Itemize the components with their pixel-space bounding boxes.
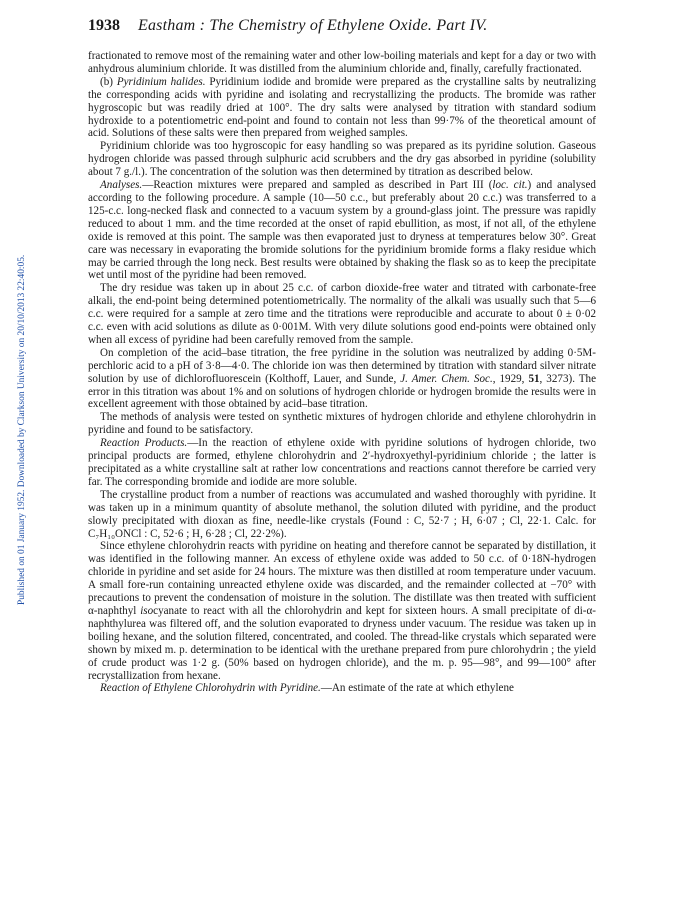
text-run: Pyridinium iodide and bromide were prepared as the crystalline salts by neutralizing the corresponding acids with pyridine and isolating and recrystallizing the products. The bromide was rather hygroscopic but was readily dried at 100°. The dry salts were analysed by titration with standard sodium hydroxide to a potentiometric end-point and found to contain not less than 99·7% of the theoretical amount of acid. Solutions of these salts were then prepared from weighed samples. <box>88 75 596 140</box>
running-title: Eastham : The Chemistry of Ethylene Oxide. Part IV. <box>138 17 488 34</box>
article-body <box>88 50 596 695</box>
body-paragraph <box>88 347 596 412</box>
text-run: The crystalline product from a number of reactions was accumulated and washed thoroughly with pyridine. It was taken up in a minimum quantity of absolute methanol, the solution diluted with pyridine, and the product slowly precipitated with dioxan as fine, needle-like crystals (Found : C, 52·7 ; H, 6·07 ; Cl, 22·1. Calc. for C₇H₁₀ONCl : C, 52·6 ; H, 6·28 ; Cl, 22·2%). <box>88 488 596 540</box>
text-run: Reaction Products. <box>100 437 188 450</box>
page-number: 1938 <box>88 17 120 34</box>
publication-side-note: Published on 01 January 1952. Downloaded by Clarkson University on 20/10/2013 22:40:05. <box>17 254 27 605</box>
text-run: Reaction of Ethylene Chlorohydrin with Pyridine. <box>100 682 321 695</box>
text-run: On completion of the acid–base titration, the free pyridine in the solution was neutralized by adding 0·5M-perchloric acid to a pH of 3·8—4·0. The chloride ion was then determined by titration with standard silver nitrate solution by use of dichlorofluorescein (Kolthoff, Lauer, and Sunde, <box>88 346 596 385</box>
body-paragraph <box>88 140 596 179</box>
text-run: loc. cit. <box>492 179 528 192</box>
page-header <box>88 17 608 39</box>
body-paragraph <box>88 489 596 541</box>
text-run: , 1929, <box>492 372 529 385</box>
text-run: fractionated to remove most of the remaining water and other low-boiling materials and kept for a day or two with anhydrous aluminium chloride. It was distilled from the aluminium chloride and, finally, carefully fractionated. <box>88 50 596 75</box>
text-run: iso <box>140 604 154 617</box>
text-run: , 3273). The error in this titration was about 1% and on solutions of hydrogen chloride or hydrogen bromide the results were in excellent agreement with those obtained by acid–base titration. <box>88 372 597 411</box>
body-paragraph <box>88 76 596 141</box>
text-run: cyanate to react with all the chlorohydrin and kept for sixteen hours. A small precipitate of di-α-naphthylurea was filtered off, and the solution evaporated to dryness under vacuum. The residue was taken up in boiling hexane, and the solution filtered, concentrated, and cooled. The thread-like crystals which separated were shown by mixed m. p. determination to be identical with the urethane prepared from pure chlorohydrin ; the yield of crude product was 1·2 g. (50% based on hydrogen chloride), and the m. p. 95—98°, and 99—100° after recrystallization from hexane. <box>88 604 597 682</box>
text-run: —An estimate of the rate at which ethylene <box>320 682 514 695</box>
body-paragraph <box>88 282 596 347</box>
text-run: The methods of analysis were tested on synthetic mixtures of hydrogen chloride and ethylene chlorohydrin in pyridine and found to be satisfactory. <box>88 411 596 437</box>
text-run: Analyses. <box>100 179 143 192</box>
body-paragraph <box>88 179 596 282</box>
text-run: ) and analysed according to the following procedure. A sample (10—50 c.c., but preferably about 20 c.c.) was transferred to a 125-c.c. long-necked flask and connected to a vacuum system by a ground-glass joint. The pressure was rapidly reduced to about 1 mm. and the time recorded at the onset of rapid ebullition, as most, if not all, of the ethylene oxide is removed at this point. The sample was then evaporated just to dryness at temperatures below 30°. Great care was necessary in evaporating the bromide solutions for the pyridinium bromide forms a flaky residue which may be carried through the long neck. Best results were obtained by shaking the flask so as to keep the precipitate wet until most of the pyridine had been removed. <box>88 179 596 282</box>
text-run: (b) <box>100 75 117 88</box>
body-paragraph <box>88 437 596 489</box>
text-run: —Reaction mixtures were prepared and sampled as described in Part III ( <box>142 179 493 192</box>
text-run: Since ethylene chlorohydrin reacts with pyridine on heating and therefore cannot be separated by distillation, it was identified in the following manner. An excess of ethylene oxide was added to 50 c.c. of 0·18N-hydrogen chloride in pyridine and set aside for 24 hours. The mixture was then distilled at room temperature under vacuum. A small fore-run containing unreacted ethylene oxide was discarded, and the remainder collected at −70° with precautions to prevent the condensation of moisture in the solution. The distillate was then treated with sufficient α-naphthyl <box>88 540 596 617</box>
body-paragraph <box>88 50 596 76</box>
body-paragraph <box>88 682 596 695</box>
text-run: Pyridinium halides. <box>116 75 206 88</box>
text-run: —In the reaction of ethylene oxide with pyridine solutions of hydrogen chloride, two principal products are formed, ethylene chlorohydrin and 2′-hydroxyethyl-pyridinium chloride ; the latter is precipitated as a white crystalline salt at rather low concentrations and reactions cannot therefore be carried very far. The corresponding bromide and iodide are more soluble. <box>88 437 596 488</box>
text-run: Pyridinium chloride was too hygroscopic for easy handling so was prepared as its pyridine solution. Gaseous hydrogen chloride was passed through sulphuric acid scrubbers and the dry gas absorbed in pyridine (solubility about 7 g./l.). The concentration of the solution was then determined by titration as described below. <box>88 140 596 179</box>
text-run: The dry residue was taken up in about 25 c.c. of carbon dioxide-free water and titrated with carbonate-free alkali, the end-point being determined potentiometrically. The normality of the alkali was usually such that 5—6 c.c. were required for a sample at zero time and the titrations were reproducible and accurate to about 0 ± 0·02 c.c. even with acid solutions as dilute as 0·001M. With very dilute solutions good end-points were obtained only when all excess of pyridine had been carefully removed from the sample. <box>88 282 596 346</box>
body-paragraph <box>88 540 596 682</box>
text-run: 51 <box>528 372 540 385</box>
body-paragraph <box>88 411 596 437</box>
text-run: J. Amer. Chem. Soc. <box>400 372 493 385</box>
